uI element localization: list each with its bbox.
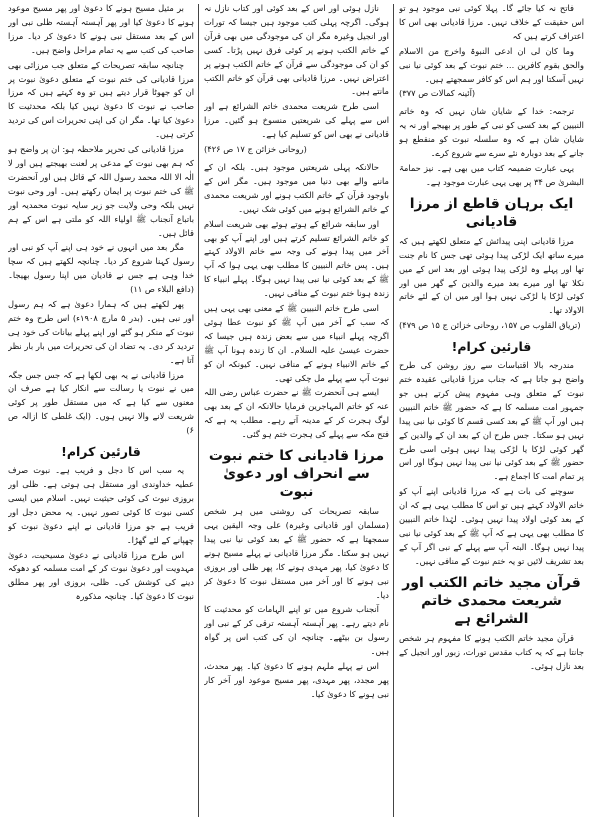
source-citation: (آئینہ کمالات ص ۳۷۷) (399, 88, 476, 99)
paragraph: سابقہ تصریحات کی روشنی میں ہر شخص (مسلمان اور قادیانی وغیرہ) علی وجہ الیقین یہی سمجھتا ہے کہ حضور ﷺ کے بعد کوئی نیا نبی پیدا نہیں ہو سکتا۔ مگر مرزا قادیانی نے پہلے مسیح ہونے کا دعویٰ کیا، پھر مہدی ہونے کا، پھر ظلی اور بروزی نبی ہونے کا اور آخر میں مستقل نبوت کا دعویٰ کر دیا۔ (204, 506, 389, 600)
paragraph: وما کان لی ان ادعی النبوۃ واخرج من الاسلام والحق بقوم کافرین ... ختم نبوت کے بعد کوئی نیا نبی نہیں آسکتا اور ہم اس کو کافر سمجھتے ہیں۔ (399, 45, 584, 84)
source-citation: (تریاق القلوب ص ۱۵۷، روحانی خزائن ج ۱۵ ص ۴۷۹) (399, 320, 581, 331)
paragraph: مرزا قادیانی اپنی پیدائش کے متعلق لکھتے ہیں کہ میرے ساتھ ایک لڑکی پیدا ہوئی تھی جس کا نام جنت تھا اور پہلے وہ لڑکی پیدا ہوئی اور بعد اس کے میں نکلا تھا اور میرے بعد میرے والدین کے گھر میں اور کوئی لڑکا یا لڑکی نہیں ہوا اور میں ان کے لئے خاتم الاولاد تھا۔ (399, 235, 584, 316)
paragraph: بر مثیل مسیح ہونے کا دعویٰ اور پھر مسیح موعود ہونے کا دعویٰ کیا اور پھر آہستہ آہستہ ظلی نبی اور اس کے بعد مستقل نبی ہونے کا دعویٰ کر دیا۔ مرزا صاحب کی کتب سے یہ تمام مراحل واضح ہیں۔ (8, 3, 194, 55)
paragraph: مرزا قادیانی نے یہ بھی لکھا ہے کہ جس جس جگہ میں نے نبوت یا رسالت سے انکار کیا ہے صرف ان معنوں سے کیا ہے کہ میں مستقل طور پر کوئی شریعت لانے والا نہیں ہوں۔ (ایک غلطی کا ازالہ ص ۶) (8, 369, 194, 436)
paragraph: سوچنے کی بات ہے کہ مرزا قادیانی اپنے آپ کو خاتم الاولاد کہتے ہیں تو اس کا مطلب یہی ہے کہ ان کے بعد کوئی اولاد پیدا نہیں ہوئی۔ لہٰذا خاتم النبیین کا مطلب بھی یہی ہے کہ آپ ﷺ کے بعد کوئی نیا نبی پیدا نہیں ہوگا۔ البتہ آپ سے پہلے کے نبی اگر آپ کے بعد تشریف لائیں تو یہ ختم نبوت کے منافی نہیں۔ (399, 486, 584, 566)
paragraph: نازل ہوئی اور اس کے بعد کوئی اور کتاب نازل نہ ہوگی۔ اگرچہ پہلی کتب موجود ہیں جیسا کہ تورات اور انجیل وغیرہ مگر ان کی موجودگی میں بھی قرآن کے خاتم الکتب ہونے پر کوئی فرق نہیں پڑتا۔ کسی کو ان کی موجودگی سے قرآن کے خاتم الکتب ہونے پر اعتراض نہیں۔ مرزا قادیانی بھی قرآن کو خاتم الکتب مانتے ہیں۔ (204, 3, 389, 97)
section-heading: قارئین کرام! (451, 339, 532, 355)
paragraph: پھر لکھتے ہیں کہ ہمارا دعویٰ ہے کہ ہم رسول اور نبی ہیں۔ (بدر ۵ مارچ ۱۹۰۸ء) اس طرح وہ ختم نبوت کے منکر ہو گئے اور اپنے پہلے بیانات کی خود ہی تردید کر دی۔ یہ تضاد ان کی تحریرات میں بار بار نظر آتا ہے۔ (8, 299, 194, 365)
paragraph: اس نے پہلے ملہم ہونے کا دعویٰ کیا۔ پھر محدث، پھر مجدد، پھر مہدی، پھر مسیح موعود اور آخر کار نبی ہونے کا دعویٰ کیا۔ (204, 661, 389, 699)
paragraph: فاتح نہ کیا جائے گا۔ پہلا کوئی نبی موجود ہو تو اس حقیقت کے خلاف نہیں۔ مرزا قادیانی بھی اس کا اعتراف کرتے ہیں کہ (399, 3, 584, 41)
paragraph: ایسے ہی آنحضرت ﷺ نے حضرت عباس رضی اللہ عنہ کو خاتم المہاجرین فرمایا حالانکہ ان کے بعد بھی لوگ ہجرت کر کے مدینہ آتے رہے۔ مطلب یہ ہے کہ فتح مکہ سے پہلے کی ہجرت ختم ہو گئی۔ (204, 387, 389, 440)
paragraph: اس طرح مرزا قادیانی نے دعویٰ مسیحیت، دعویٰ مہدویت اور دعویٰ نبوت کر کے امت مسلمہ کو دھوکہ دینے کی کوشش کی۔ ظلی، بروزی اور پھر مطلق نبوت کا دعویٰ کیا۔ چنانچہ مذکورہ (8, 549, 194, 602)
paragraph: اور سابقہ شرائع کے ہوتے ہوئے بھی شریعت اسلام کو خاتم الشرائع تسلیم کرتے ہیں اور اپنے آپ کو بھی آخر میں پیدا ہونے کی وجہ سے خاتم الاولاد کہتے ہیں۔ پس خاتم النبیین کا مطلب بھی یہی ہوا کہ آپ ﷺ کے بعد کوئی نیا نبی پیدا نہیں ہوگا۔ پہلے انبیاء کا زندہ ہونا ختم نبوت کے منافی نہیں۔ (204, 218, 389, 299)
paragraph: چنانچہ سابقہ تصریحات کے متعلق جب مرزائی بھی مرزا قادیانی کی ختم نبوت کے متعلق دعویٰ نبوت پر ان کو جھوٹا قرار دیتے ہیں تو وہ کہتے ہیں کہ مرزا صاحب نے نبوت کا دعویٰ نہیں کیا بلکہ محدثیت کا دعویٰ کیا تھا۔ مگر ان کی اپنی تحریرات اس کی تردید کرتی ہیں۔ (8, 59, 194, 140)
source-citation: (روحانی خزائن ج ۱۷ ص ۴۲۶) (204, 144, 307, 155)
section-heading: قرآن مجید خاتم الکتب اور شریعت محمدی خاتم الشرائع ہے (402, 574, 581, 627)
column-middle (204, 2, 389, 819)
column-divider (198, 4, 199, 817)
paragraph: مندرجہ بالا اقتباسات سے روز روشن کی طرح واضح ہو جاتا ہے کہ جناب مرزا قادیانی عقیدہ ختم نبوت کے متعلق وہی مفہوم پیش کرتے ہیں جو جمہور امت مسلمہ کا ہے کہ حضور ﷺ خاتم النبیین ہیں اور آپ ﷺ کے بعد کسی قسم کا کوئی نیا نبی پیدا نہیں ہو سکتا۔ جس طرح ان کے بعد ان کے والدین کے گھر کوئی لڑکا یا لڑکی پیدا نہیں ہوئی اسی طرح حضور ﷺ کے بعد کوئی نیا نبی پیدا نہیں ہوگا اور اس پر تمام امت کا اجماع ہے۔ (399, 360, 584, 482)
paragraph: مگر بعد میں انہوں نے خود ہی اپنے آپ کو نبی اور رسول کہنا شروع کر دیا۔ چنانچہ لکھتے ہیں کہ سچا خدا وہی ہے جس نے قادیان میں اپنا رسول بھیجا۔ (دافع البلاء ص ۱۱) (8, 242, 194, 295)
paragraph: یہ سب اس کا دجل و فریب ہے۔ نبوت صرف عطیہ خداوندی اور مستقل ہی ہوتی ہے۔ ظلی اور بروزی نبوت کی کوئی حیثیت نہیں۔ اسلام میں ایسی کسی نبوت کا کوئی تصور نہیں۔ یہ محض دجل اور فریب ہے جو مرزا قادیانی نے اپنے دعویٰ نبوت کو چھپانے کے لئے گھڑا۔ (8, 465, 194, 545)
paragraph: مرزا قادیانی کی تحریر ملاحظہ ہو: ان پر واضح ہو کہ ہم بھی نبوت کے مدعی پر لعنت بھیجتے ہیں اور لا الٰہ الا اللہ محمد رسول اللہ کے قائل ہیں اور آنحضرت ﷺ کی ختم نبوت پر ایمان رکھتے ہیں۔ اور وحی نبوت نہیں بلکہ وحی ولایت جو زیر سایہ نبوت محمدیہ اور باتباع آنجناب ﷺ اولیاء اللہ کو ملتی ہے اس کے ہم قائل ہیں۔ (8, 144, 194, 238)
paragraph: قرآن مجید خاتم الکتب ہونے کا مفہوم ہر شخص جانتا ہے کہ یہ کتاب مقدس تورات، زبور اور انجیل کے بعد نازل ہوئی۔ (399, 632, 584, 671)
paragraph: یہی عبارت ضمیمہ کتاب میں بھی ہے۔ نیز حمامۃ البشریٰ ص ۳۴ پر بھی یہی عبارت موجود ہے۔ (399, 162, 584, 187)
column-left (8, 2, 194, 819)
section-heading: مرزا قادیانی کا ختم نبوت سے انحراف اور دعویٰ نبوت (208, 448, 385, 501)
paragraph: اسی طرح خاتم النبیین ﷺ کے معنی بھی یہی ہیں کہ سب کے آخر میں آپ ﷺ کو نبوت عطا ہوئی اگرچہ پہلے انبیاء میں سے بعض زندہ ہیں جیسا کہ حضرت عیسیٰ علیہ السلام۔ ان کا زندہ ہونا آپ ﷺ کے خاتم الانبیاء ہونے کے منافی نہیں۔ کیونکہ ان کو نبوت آپ سے پہلے مل چکی تھی۔ (204, 303, 389, 383)
paragraph: آنجناب شروع میں تو اپنے الہامات کو محدثیت کا نام دیتے رہے۔ پھر آہستہ آہستہ ترقی کر کے نبی اور رسول بن بیٹھے۔ چنانچہ ان کی کتب اس پر گواہ ہیں۔ (204, 604, 389, 657)
paragraph: ترجمہ: خدا کے شایان شان نہیں کہ وہ خاتم النبیین کے بعد کسی کو نبی کے طور پر بھیجے اور نہ یہ شایان شان ہے کہ وہ سلسلہ نبوت کو منقطع ہو جانے کے بعد دوبارہ نئے سرے سے شروع کرے۔ (399, 106, 584, 159)
section-heading: قارئین کرام! (61, 444, 141, 460)
column-divider (393, 4, 394, 817)
column-right (399, 2, 584, 819)
section-heading: ایک برہان قاطع از مرزا قادیانی (409, 195, 574, 230)
paragraph: اسی طرح شریعت محمدی خاتم الشرائع ہے اور اس سے پہلے کی شریعتیں منسوخ ہو گئیں۔ مرزا قادیانی نے بھی اس کو تسلیم کیا ہے۔ (204, 101, 389, 140)
paragraph: حالانکہ پہلی شریعتیں موجود ہیں۔ بلکہ ان کے ماننے والے بھی دنیا میں موجود ہیں۔ مگر اس کے باوجود قرآن کے خاتم الکتب ہونے اور شریعت محمدی کے خاتم الشرائع ہونے میں کوئی شک نہیں۔ (204, 161, 389, 214)
